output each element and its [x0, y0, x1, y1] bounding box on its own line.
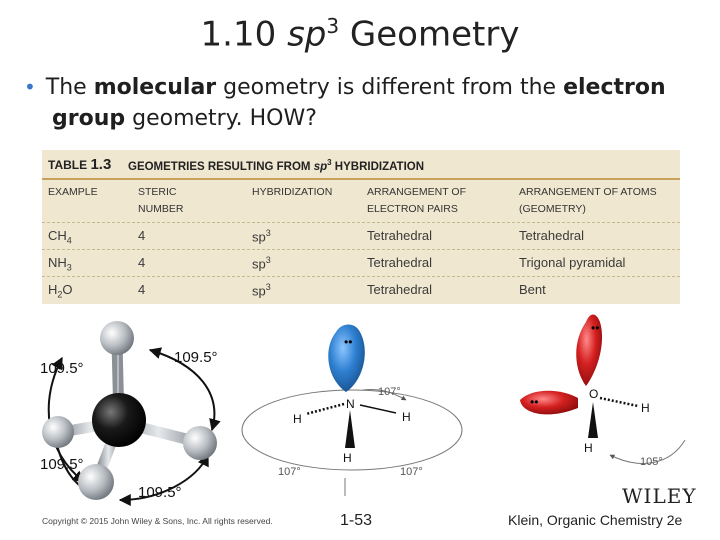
wedge-bond: [345, 410, 355, 448]
hyb-sup: 3: [265, 282, 271, 292]
bullet-bold-molecular: molecular: [93, 75, 217, 100]
bullet-text-1: The: [45, 75, 87, 100]
atom-label-h: H: [402, 410, 411, 424]
col-steric-b: NUMBER: [138, 203, 184, 215]
formula-main: CH: [48, 228, 67, 243]
hyb-main: sp: [252, 256, 266, 272]
lone-pair-lobe: [520, 391, 578, 415]
lone-pair-dots: ••: [591, 321, 600, 335]
lone-pair-dots: ••: [530, 395, 539, 409]
table-title-sup: 3: [327, 158, 332, 167]
angle-label: 107°: [278, 466, 301, 478]
cell-geometry: Tetrahedral: [519, 228, 585, 243]
col-pairs-b: ELECTRON PAIRS: [367, 203, 458, 215]
atom-label-h: H: [293, 412, 302, 426]
bond: [360, 405, 396, 413]
atom-label-o: O: [589, 387, 599, 401]
col-pairs-a: ARRANGEMENT OF: [367, 186, 466, 198]
atom-label-n: N: [346, 397, 355, 411]
citation-text: Klein, Organic Chemistry 2e: [508, 512, 683, 528]
bullet-bold-group: group: [52, 106, 126, 131]
angle-label: 109.5°: [138, 484, 182, 501]
copyright-text: Copyright © 2015 John Wiley & Sons, Inc. All rights reserved.: [42, 516, 273, 526]
carbon-atom: [92, 393, 146, 447]
cell-pairs: Tetrahedral: [367, 228, 433, 243]
angle-label: 105°: [640, 456, 663, 468]
angle-label: 109.5°: [174, 349, 218, 366]
cell-pairs: Tetrahedral: [367, 282, 433, 297]
cell-steric: 4: [138, 255, 146, 270]
title-prefix: 1.10: [200, 14, 277, 55]
hydrogen-atom: [42, 416, 74, 448]
formula-after: O: [62, 282, 73, 297]
bullet-icon: •: [24, 75, 36, 99]
angle-label: 109.5°: [40, 360, 84, 377]
table-label: TABLE: [48, 158, 88, 172]
bullet-text-3: geometry. HOW?: [132, 106, 317, 131]
page-number: 1-53: [340, 512, 373, 529]
cell-geometry: Trigonal pyramidal: [519, 255, 626, 270]
title-sup: 3: [326, 14, 340, 38]
bullet-text-2: geometry is different from the: [223, 75, 557, 100]
hashed-bond: [600, 398, 638, 406]
angle-label: 107°: [400, 466, 423, 478]
cell-geometry: Bent: [519, 282, 546, 297]
col-hybridization-label: HYBRIDIZATION: [252, 186, 333, 198]
formula-main: H: [48, 282, 58, 297]
hyb-main: sp: [252, 229, 266, 245]
atom-label-h: H: [641, 401, 650, 415]
col-geometry-a: ARRANGEMENT OF ATOMS: [519, 186, 657, 198]
hyb-main: sp: [252, 283, 266, 299]
atom-label-h: H: [584, 441, 593, 455]
hyb-sup: 3: [265, 255, 271, 265]
bullet-bold-electron: electron: [563, 75, 666, 100]
formula-main: NH: [48, 255, 67, 270]
atom-label-h: H: [343, 451, 352, 465]
angle-label: 107°: [378, 386, 401, 398]
table-title-sp: sp: [313, 160, 328, 173]
title-sp: sp: [287, 14, 327, 55]
hydrogen-atom: [100, 321, 134, 355]
col-steric-a: STERIC: [138, 186, 177, 198]
hashed-bond: [306, 404, 344, 414]
methane-model: [40, 321, 218, 501]
title-suffix: Geometry: [349, 14, 520, 55]
formula-sub: 4: [66, 235, 72, 246]
col-geometry-b: (GEOMETRY): [519, 203, 586, 215]
formula-sub: 2: [57, 289, 63, 300]
hyb-sup: 3: [265, 228, 271, 238]
formula-sub: 3: [66, 262, 72, 273]
hydrogen-atom: [183, 426, 217, 460]
cell-steric: 4: [138, 228, 146, 243]
publisher-logo: WILEY: [622, 484, 697, 508]
table-number-value: 1.3: [90, 156, 112, 173]
water-model: [520, 315, 685, 469]
lone-pair-dots: ••: [344, 335, 353, 349]
angle-label: 109.5°: [40, 456, 84, 473]
cell-pairs: Tetrahedral: [367, 255, 433, 270]
cell-steric: 4: [138, 282, 146, 297]
ammonia-model: [242, 325, 462, 497]
table-title-b: HYBRIDIZATION: [334, 160, 425, 173]
wedge-bond: [588, 402, 598, 438]
table-title-a: GEOMETRIES RESULTING FROM: [128, 160, 311, 173]
col-example-label: EXAMPLE: [48, 186, 98, 198]
